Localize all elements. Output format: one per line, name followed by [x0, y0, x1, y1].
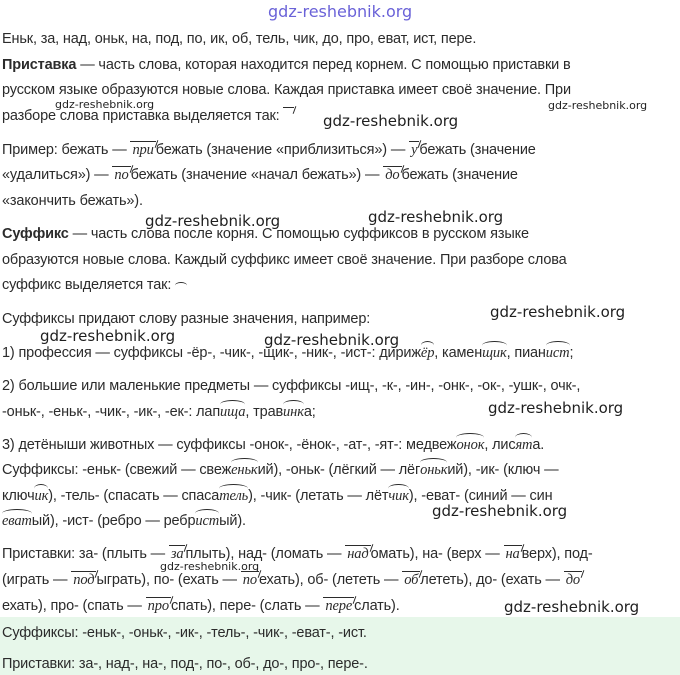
prefix-mark: про: [147, 598, 169, 614]
watermark: gdz-reshebnik.org: [490, 303, 626, 321]
prefix-mark: до: [385, 167, 400, 183]
text: ключ: [2, 488, 35, 504]
text: Приставки: за- (плыть —: [2, 546, 169, 562]
suffix-arc-mark: [175, 282, 187, 289]
suffix-mark: ища: [220, 404, 246, 420]
text: ;: [569, 345, 574, 361]
prefix-mark: у: [411, 142, 418, 158]
text: плыть), над- (ломать —: [185, 546, 346, 562]
prefix-mark: на: [505, 546, 520, 562]
text: ий), -оньк- (лёгкий — лёг: [257, 462, 421, 478]
watermark: gdz-reshebnik.org: [40, 327, 176, 345]
text: ), -еват- (синий — син: [408, 488, 553, 504]
term-suffix: Суффикс: [2, 226, 69, 242]
answer-prefixes: Приставки: за-, над-, на-, под-, по-, об-, до-, про-, пере-.: [2, 656, 368, 672]
prefix-mark: [283, 107, 294, 124]
text: Суффиксы: -еньк- (свежий — свеж: [2, 462, 232, 478]
text-line-12: [2, 344, 680, 362]
text: ый).: [219, 513, 246, 529]
suffix-mark: ят: [515, 437, 533, 453]
text: омать), на- (верх —: [370, 546, 504, 562]
text-line-3: русском языке образуются новые слова. Каждая приставка имеет своё значение. При: [2, 82, 571, 98]
suffix-mark: ик: [34, 488, 49, 504]
text: , трав: [245, 404, 284, 420]
text-line-10: [2, 276, 680, 294]
text: 1) профессия — суффиксы -ёр-, -чик-, -щик-, -ник-, -ист-: дириж: [2, 345, 421, 361]
text-line-13: 2) большие или маленькие предметы — суффиксы -ищ-, -к-, -ин-, -онк-, -ок-, -ушк-, очк-,: [2, 378, 581, 394]
suffix-mark: щик: [482, 345, 507, 361]
text-line-2: [2, 56, 680, 74]
watermark-small: gdz-reshebnik.org: [548, 99, 648, 112]
text-line-16: [2, 461, 680, 479]
suffix-mark: оньк: [420, 462, 448, 478]
text-line-9: образуются новые слова. Каждый суффикс имеет своё значение. При разборе слова: [2, 252, 567, 268]
prefix-mark: пере: [325, 598, 353, 614]
text: суффикс выделяется так:: [2, 277, 172, 293]
text: — часть слова, которая находится перед корнем. С помощью приставки в: [76, 57, 571, 73]
text-line-1: Еньк, за, над, оньк, на, под, по, ик, об, тель, чик, до, про, еват, ист, пере.: [2, 31, 477, 47]
watermark: gdz-reshebnik.org: [323, 112, 459, 130]
text: а.: [532, 437, 545, 453]
suffix-mark: ёр: [420, 345, 435, 361]
text: «удалиться») —: [2, 167, 113, 183]
text: бежать (значение «начал бежать») —: [130, 167, 384, 183]
text: ), -тель- (спасать — спаса: [48, 488, 220, 504]
watermark: gdz-reshebnik.org: [488, 399, 624, 417]
text-line-17: [2, 487, 680, 505]
prefix-mark: по: [114, 167, 129, 183]
text: лететь), до- (ехать —: [420, 572, 564, 588]
text-line-15: [2, 436, 680, 454]
watermark-small: gdz-reshebnik.org: [55, 98, 155, 111]
text: -оньк-, -еньк-, -чик-, -ик-, -ек-: лап: [2, 404, 221, 420]
text-line-6: [2, 166, 680, 184]
text-line-19: [2, 545, 680, 563]
prefix-mark: за: [170, 546, 184, 562]
term-prefix: Приставка: [2, 57, 77, 73]
suffix-mark: тель: [219, 488, 249, 504]
text: верх), под-: [521, 546, 593, 562]
text: слать).: [354, 598, 400, 614]
text-line-11: Суффиксы придают слову разные значения, например:: [2, 311, 371, 327]
text: ыграть), по- (ехать —: [96, 572, 241, 588]
text: , камен: [434, 345, 483, 361]
suffix-mark: еват: [2, 513, 32, 529]
suffix-mark: ист: [545, 345, 570, 361]
suffix-mark: ист: [195, 513, 220, 529]
text: а;: [303, 404, 316, 420]
suffix-mark: инк: [283, 404, 304, 420]
text-line-8: [2, 225, 680, 243]
prefix-mark: над: [347, 546, 369, 562]
text: ), -чик- (летать — лёт: [248, 488, 389, 504]
text-line-18: [2, 512, 680, 530]
answer-suffixes: Суффиксы: -еньк-, -оньк-, -ик-, -тель-, -чик-, -еват-, -ист.: [2, 625, 367, 641]
text: бежать (значение «приблизиться») —: [155, 142, 410, 158]
text: , пиан: [506, 345, 546, 361]
text: спать), пере- (слать —: [170, 598, 324, 614]
suffix-mark: онок: [456, 437, 485, 453]
text: ехать), про- (спать —: [2, 598, 146, 614]
watermark: gdz-reshebnik.org: [368, 208, 504, 226]
watermark: gdz-reshebnik.org: [504, 598, 640, 616]
suffix-mark: чик: [388, 488, 409, 504]
text: бежать (значение: [419, 142, 536, 158]
text-line-20: [2, 571, 680, 589]
text: , лис: [484, 437, 516, 453]
text: ый), -ист- (ребро — ребр: [31, 513, 196, 529]
watermark-top: gdz-reshebnik.org: [268, 2, 413, 21]
prefix-mark: об: [404, 572, 419, 588]
text-line-7: «закончить бежать»).: [2, 193, 143, 209]
text: бежать (значение: [401, 167, 518, 183]
watermark: gdz-reshebnik.org: [432, 502, 568, 520]
suffix-mark: еньк: [231, 462, 258, 478]
text: разборе слова приставка выделяется так:: [2, 108, 280, 124]
text: 3) детёныши животных — суффиксы -онок-, -ёнок-, -ат-, -ят-: медвеж: [2, 437, 457, 453]
watermark-small: gdz-reshebnik.org: [160, 560, 260, 573]
prefix-mark: при: [132, 142, 154, 158]
text-line-5: [2, 141, 680, 159]
text: ий), -ик- (ключ —: [447, 462, 559, 478]
watermark: gdz-reshebnik.org: [145, 212, 281, 230]
text: Пример: бежать —: [2, 142, 131, 158]
text: — часть слова после корня. С помощью суффиксов в русском языке: [68, 226, 529, 242]
prefix-mark: по: [242, 572, 257, 588]
text: (играть —: [2, 572, 72, 588]
prefix-mark: до: [565, 572, 581, 588]
watermark: gdz-reshebnik.org: [264, 331, 400, 349]
prefix-mark: под: [73, 572, 95, 588]
text: ехать), об- (лететь —: [258, 572, 403, 588]
